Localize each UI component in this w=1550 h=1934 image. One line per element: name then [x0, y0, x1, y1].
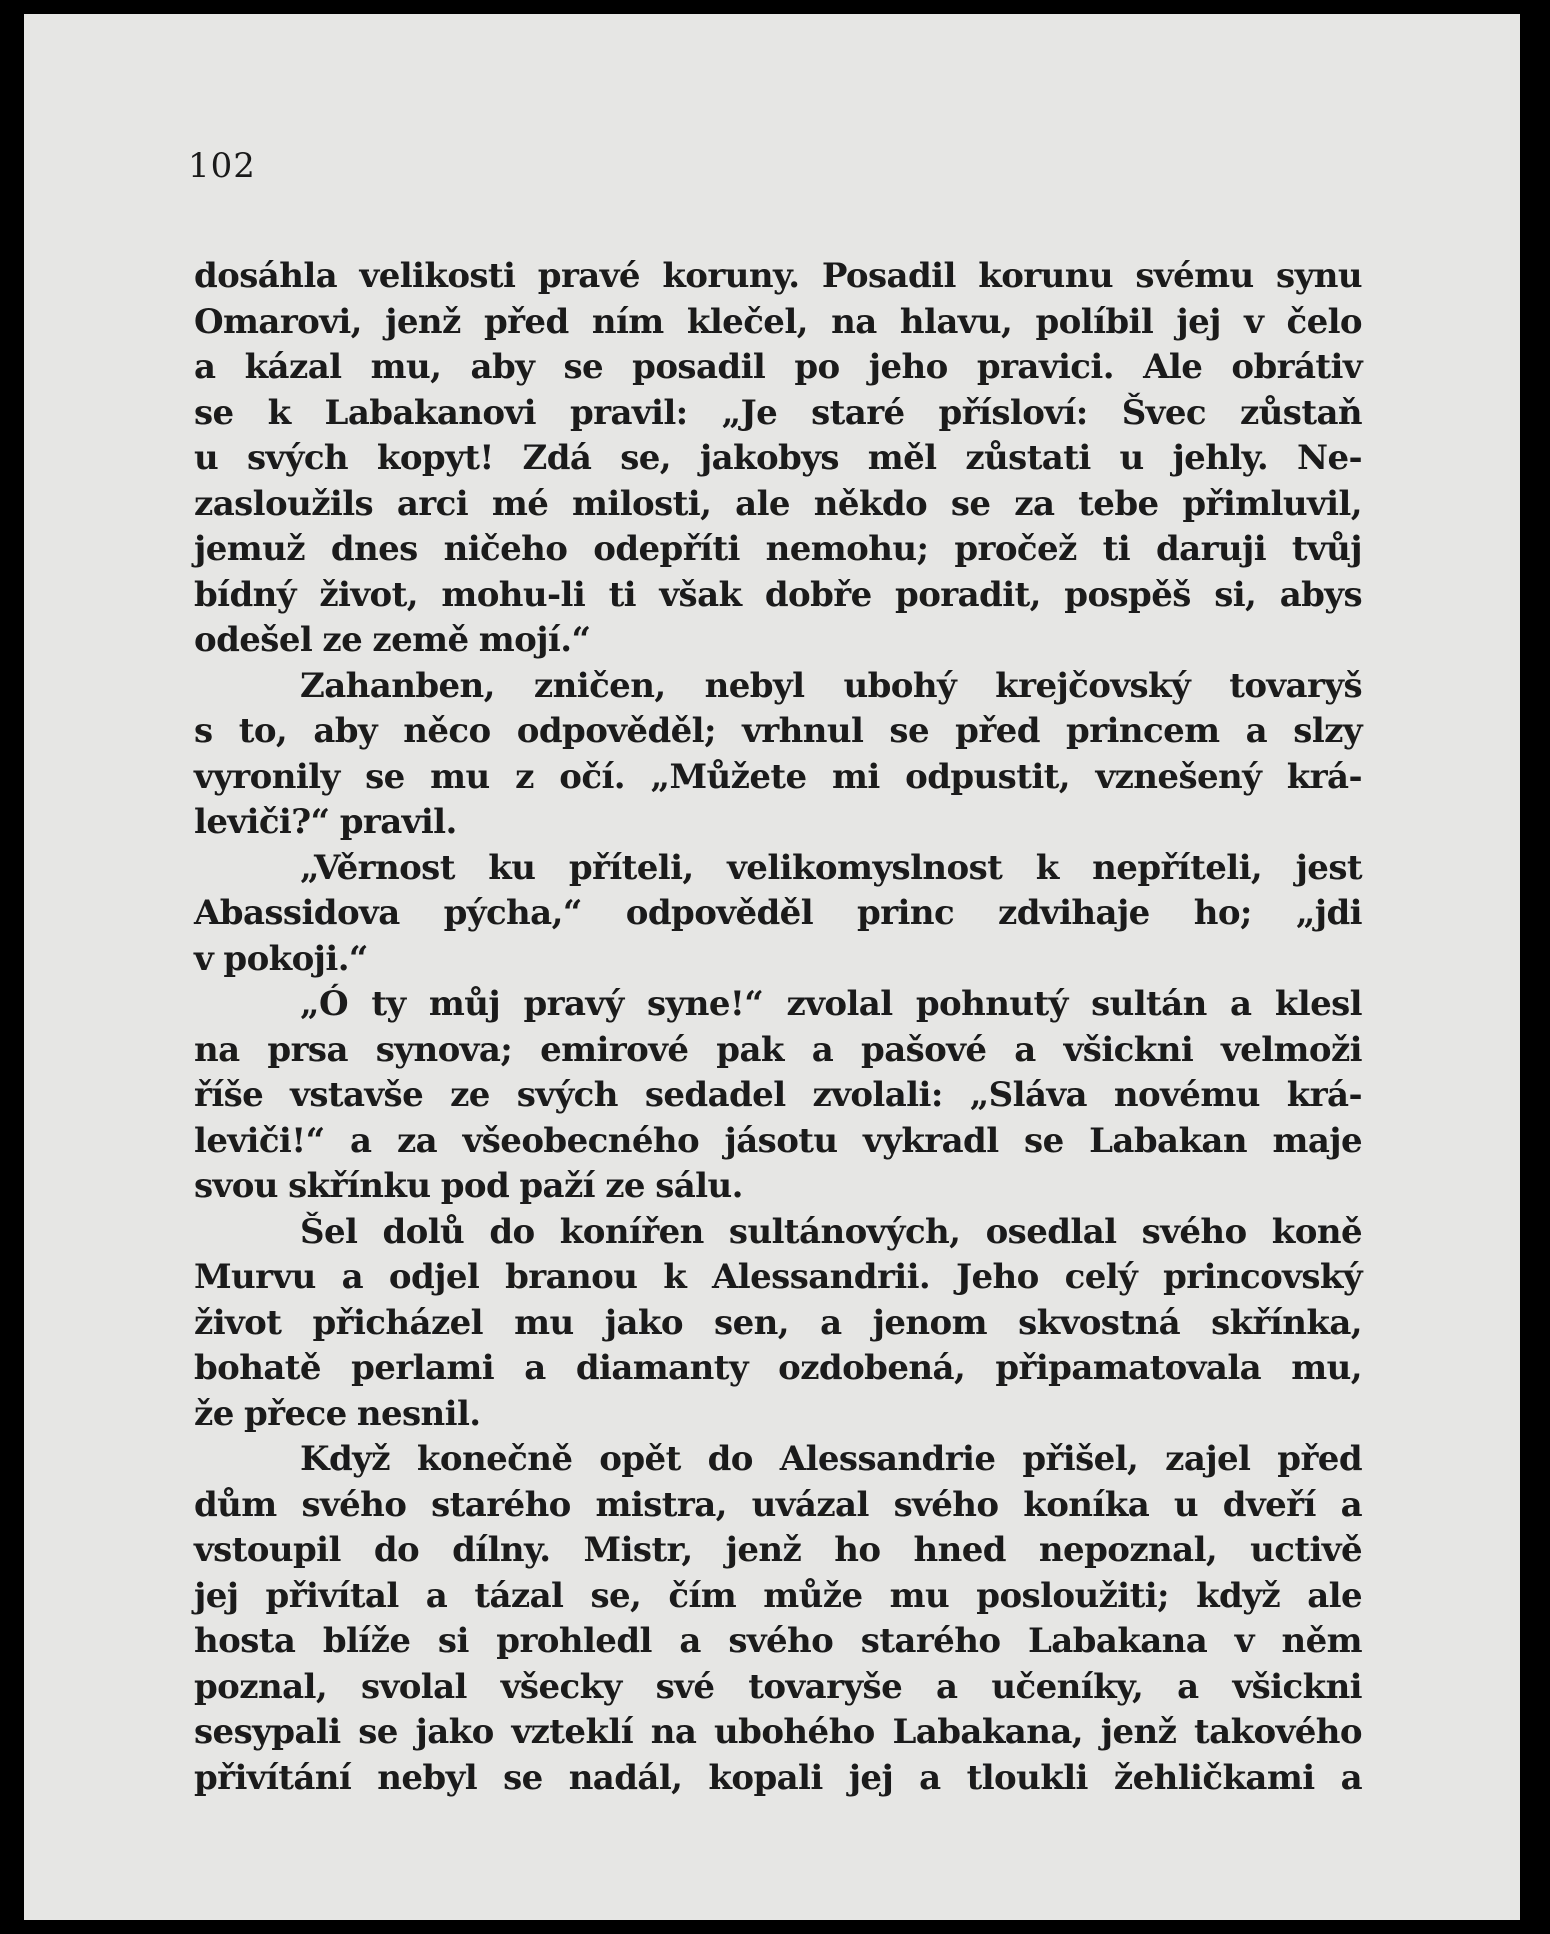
page-number: 102	[188, 146, 256, 186]
text-line: bídný život, mohu-li ti však dobře poradit, pospěš si, abys	[194, 574, 1362, 615]
text-line: přivítání nebyl se nadál, kopali jej a tloukli žehličkami a	[194, 1757, 1362, 1798]
text-line: odešel ze země mojí.“	[194, 620, 591, 660]
text-line: říše vstavše ze svých sedadel zvolali: „Sláva novému krá-	[194, 1075, 1362, 1115]
text-line: Šel dolů do konířen sultánových, osedlal svého koně	[300, 1211, 1362, 1252]
text-line: jemuž dnes ničeho odepříti nemohu; pročež ti daruji tvůj	[194, 529, 1362, 569]
text-line: život přicházel mu jako sen, a jenom skvostná skřínka,	[194, 1302, 1362, 1343]
body-text	[194, 254, 1362, 1801]
text-line: Omarovi, jenž před ním klečel, na hlavu, políbil jej v čelo	[194, 301, 1362, 342]
text-line: vstoupil do dílny. Mistr, jenž ho hned nepoznal, uctivě	[194, 1530, 1362, 1570]
text-line: u svých kopyt! Zdá se, jakobys měl zůstati u jehly. Ne-	[194, 438, 1362, 478]
text-line: Abassidova pýcha,“ odpověděl princ zdvihaje ho; „jdi	[194, 893, 1362, 933]
text-line: s to, aby něco odpověděl; vrhnul se před princem a slzy	[194, 711, 1362, 751]
text-line: v pokoji.“	[194, 938, 368, 979]
text-line: poznal, svolal všecky své tovaryše a učeníky, a všickni	[194, 1666, 1362, 1707]
text-line: sesypali se jako vzteklí na ubohého Labakana, jenž takového	[194, 1712, 1362, 1752]
text-line: leviči!“ a za všeobecného jásotu vykradl se Labakan maje	[194, 1120, 1362, 1161]
text-line: se k Labakanovi pravil: „Je staré přísloví: Švec zůstaň	[194, 392, 1362, 433]
text-line: dům svého starého mistra, uvázal svého koníka u dveří a	[194, 1484, 1362, 1525]
text-line: hosta blíže si prohledl a svého starého Labakana v něm	[194, 1621, 1362, 1661]
text-line: zasloužils arci mé milosti, ale někdo se za tebe přimluvil,	[194, 483, 1362, 524]
text-line: Murvu a odjel branou k Alessandrii. Jeho celý princovský	[194, 1257, 1362, 1297]
text-line: svou skřínku pod paží ze sálu.	[194, 1166, 743, 1206]
text-line: vyronily se mu z očí. „Můžete mi odpustit, vznešený krá-	[194, 756, 1362, 797]
text-line: bohatě perlami a diamanty ozdobená, připamatovala mu,	[194, 1348, 1362, 1388]
book-page	[24, 14, 1520, 1920]
text-line: jej přivítal a tázal se, čím může mu posloužiti; když ale	[194, 1575, 1362, 1616]
text-line: leviči?“ pravil.	[194, 802, 457, 842]
text-line: „Ó ty můj pravý syne!“ zvolal pohnutý sultán a klesl	[300, 984, 1362, 1024]
text-line: „Věrnost ku příteli, velikomyslnost k nepříteli, jest	[300, 847, 1362, 888]
text-line: Když konečně opět do Alessandrie přišel, zajel před	[300, 1439, 1362, 1479]
text-line: a kázal mu, aby se posadil po jeho pravici. Ale obrátiv	[194, 347, 1362, 387]
text-line: na prsa synova; emirové pak a pašové a všickni velmoži	[194, 1029, 1362, 1070]
text-line: dosáhla velikosti pravé koruny. Posadil korunu svému synu	[194, 256, 1362, 296]
text-line: Zahanben, zničen, nebyl ubohý krejčovský tovaryš	[300, 665, 1362, 706]
text-line: že přece nesnil.	[194, 1393, 481, 1434]
